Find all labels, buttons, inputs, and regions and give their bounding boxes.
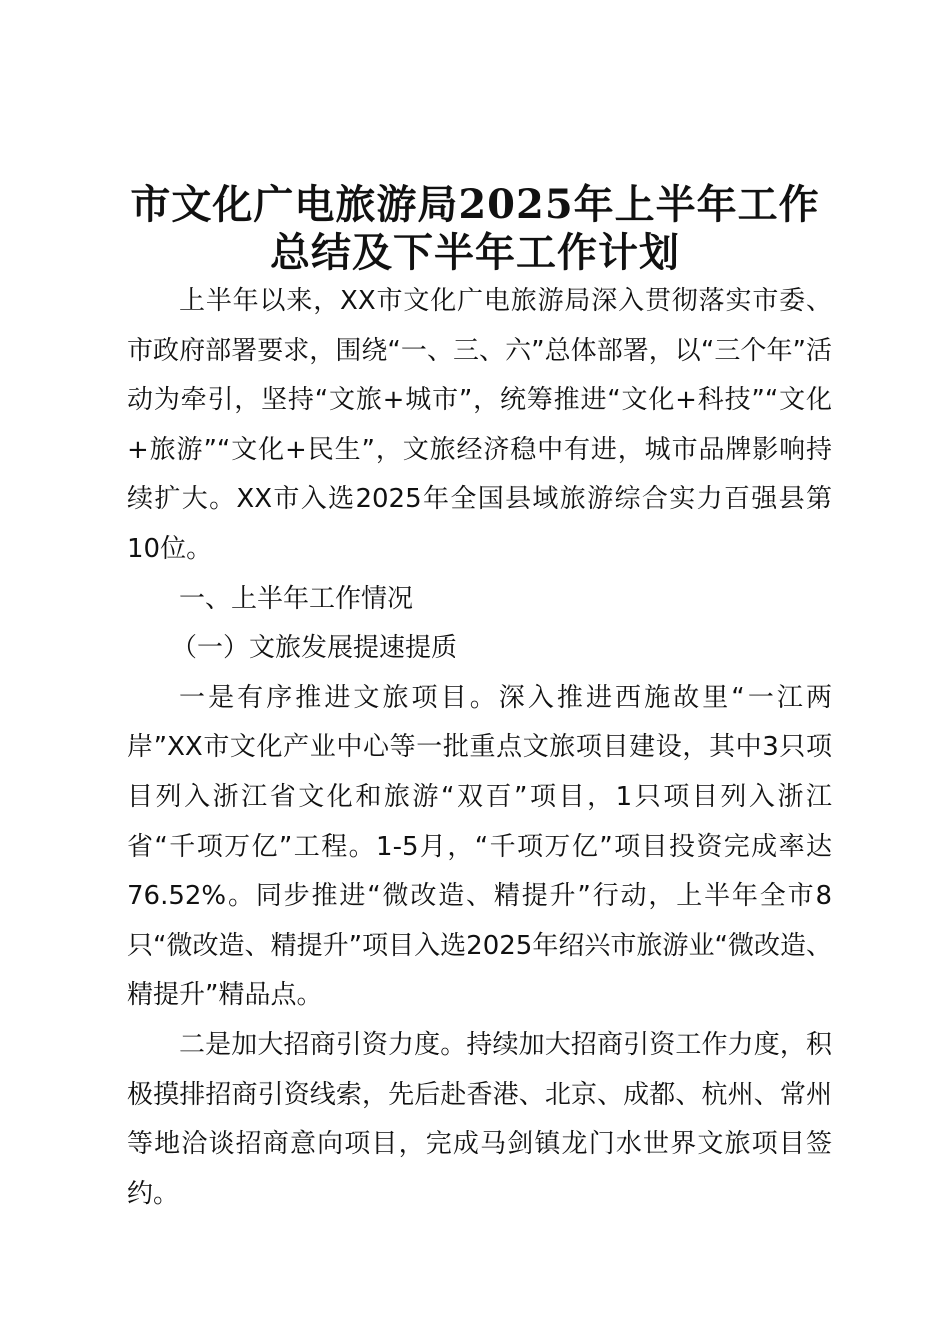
section-heading: 一、上半年工作情况 <box>179 583 414 614</box>
document-title-line-2: 总结及下半年工作计划 <box>270 229 680 276</box>
subsection-heading: （一）文旅发展提速提质 <box>171 633 458 664</box>
item-paragraph-1: 一是有序推进文旅项目。深入推进西施故里“一江两岸”XX市文化产业中心等一批重点文旅项目建设，其中3只项目列入浙江省文化和旅游“双百”项目，1只项目列入浙江省“千项万亿”工程。1-5月，“千项万亿”项目投资完成率达76.52%。同步推进“微改造、精提升”行动，上半年全市8只“微改造、精提升”项目入选2025年绍兴市旅游业“微改造、精提升”精品点。 <box>127 682 832 1011</box>
item-paragraph-2: 二是加大招商引资力度。持续加大招商引资工作力度，积极摸排招商引资线索，先后赴香港、北京、成都、杭州、常州等地洽谈招商意向项目，完成马剑镇龙门水世界文旅项目签约。 <box>127 1029 832 1209</box>
intro-paragraph: 上半年以来，XX市文化广电旅游局深入贯彻落实市委、市政府部署要求，围绕“一、三、六”总体部署，以“三个年”活动为牵引，坚持“文旅+城市”，统筹推进“文化+科技”“文化+旅游”“文化+民生”，文旅经济稳中有进，城市品牌影响持续扩大。XX市入选2025年全国县域旅游综合实力百强县第10位。 <box>127 286 832 564</box>
document-title-line-1: 市文化广电旅游局2025年上半年工作 <box>130 181 820 228</box>
document-body <box>127 277 832 1219</box>
